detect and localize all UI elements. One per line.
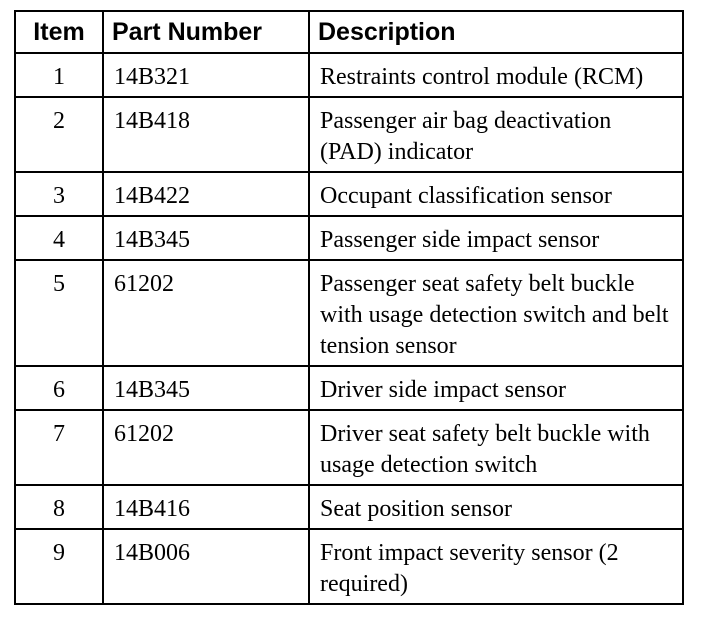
part-number-cell: 14B416 bbox=[103, 485, 309, 529]
item-cell: 3 bbox=[15, 172, 103, 216]
item-cell: 2 bbox=[15, 97, 103, 172]
item-cell: 8 bbox=[15, 485, 103, 529]
part-number-cell: 14B345 bbox=[103, 366, 309, 410]
item-cell: 5 bbox=[15, 260, 103, 366]
part-number-cell: 14B422 bbox=[103, 172, 309, 216]
table-row bbox=[15, 97, 683, 172]
description-cell: Driver seat safety belt buckle with usage detection switch bbox=[309, 410, 683, 485]
description-cell: Occupant classification sensor bbox=[309, 172, 683, 216]
part-number-cell: 61202 bbox=[103, 410, 309, 485]
part-number-cell: 61202 bbox=[103, 260, 309, 366]
table-row bbox=[15, 260, 683, 366]
part-number-cell: 14B418 bbox=[103, 97, 309, 172]
table-row bbox=[15, 529, 683, 604]
part-number-cell: 14B345 bbox=[103, 216, 309, 260]
description-cell: Passenger seat safety belt buckle with usage detection switch and belt tension sensor bbox=[309, 260, 683, 366]
description-cell: Passenger side impact sensor bbox=[309, 216, 683, 260]
description-cell: Driver side impact sensor bbox=[309, 366, 683, 410]
header-item: Item bbox=[15, 11, 103, 53]
parts-table bbox=[14, 10, 684, 605]
header-description: Description bbox=[309, 11, 683, 53]
description-cell: Passenger air bag deactivation (PAD) indicator bbox=[309, 97, 683, 172]
table-header-row bbox=[15, 11, 683, 53]
table-row bbox=[15, 366, 683, 410]
description-cell: Seat position sensor bbox=[309, 485, 683, 529]
part-number-cell: 14B321 bbox=[103, 53, 309, 97]
table-row bbox=[15, 53, 683, 97]
item-cell: 7 bbox=[15, 410, 103, 485]
table-row bbox=[15, 485, 683, 529]
table-row bbox=[15, 216, 683, 260]
table-row bbox=[15, 172, 683, 216]
table-row bbox=[15, 410, 683, 485]
header-part-number: Part Number bbox=[103, 11, 309, 53]
description-cell: Restraints control module (RCM) bbox=[309, 53, 683, 97]
item-cell: 4 bbox=[15, 216, 103, 260]
item-cell: 6 bbox=[15, 366, 103, 410]
part-number-cell: 14B006 bbox=[103, 529, 309, 604]
item-cell: 1 bbox=[15, 53, 103, 97]
description-cell: Front impact severity sensor (2 required) bbox=[309, 529, 683, 604]
item-cell: 9 bbox=[15, 529, 103, 604]
